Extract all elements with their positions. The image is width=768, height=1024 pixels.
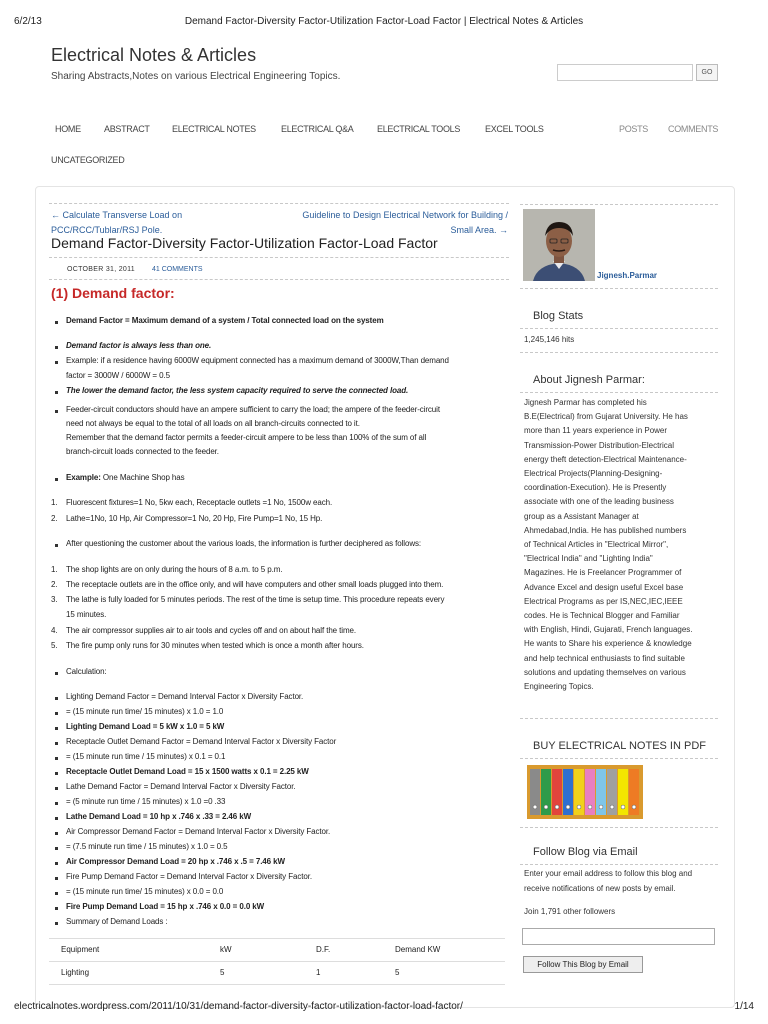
about-line: Ahmedabad,India. He has published numbers — [524, 525, 687, 535]
print-url: electricalnotes.wordpress.com/2011/10/31/demand-factor-diversity-factor-utilization-factor-load-factor/ — [14, 1001, 463, 1012]
example-label: Example: — [66, 473, 101, 482]
bullet — [55, 832, 58, 835]
about-line: Engineering Topics. — [524, 682, 594, 691]
nav-electrical-tools[interactable]: ELECTRICAL TOOLS — [377, 124, 461, 134]
print-title: Demand Factor-Diversity Factor-Utilization Factor-Load Factor | Electrical Notes & Articles — [184, 16, 584, 27]
example-intro-text: One Machine Shop has — [100, 473, 185, 482]
nav-comments[interactable]: COMMENTS — [668, 124, 719, 134]
author-photo — [523, 209, 595, 281]
about-line: and help technical enthusiasts to find suitable — [524, 653, 685, 663]
table-header-cell: D.F. — [316, 945, 331, 954]
calc-line: Receptacle Outlet Demand Factor = Demand Interval Factor x Diversity Factor — [66, 737, 337, 746]
table-header-row — [49, 939, 505, 962]
feeder-text: branch-circuit loads connected to the feeder. — [66, 447, 219, 456]
calc-line: = (15 minute run time / 15 minutes) x 0.1 = 0.1 — [66, 752, 226, 761]
bullet — [55, 907, 58, 910]
divider — [520, 288, 718, 289]
calc-line: Lighting Demand Factor = Demand Interval Factor x Diversity Factor. — [66, 692, 304, 701]
divider — [520, 827, 718, 828]
calculation-label: Calculation: — [66, 667, 107, 676]
divider — [49, 279, 509, 280]
divider — [49, 257, 509, 258]
post-title: Demand Factor-Diversity Factor-Utilization Factor-Load Factor — [51, 235, 438, 251]
email-field[interactable] — [522, 928, 715, 945]
follow-description: receive notifications of new posts by email. — [524, 884, 676, 893]
bullet — [55, 847, 58, 850]
bullet — [55, 862, 58, 865]
info-item: The receptacle outlets are in the office only, and will have computers and other small loads plugged into them. — [66, 580, 444, 589]
about-line: energy theft detection-Electrical Maintenance- — [524, 454, 687, 464]
bullet — [55, 544, 58, 547]
author-name-link[interactable]: Jignesh.Parmar — [597, 271, 658, 280]
post-comments-link[interactable]: 41 COMMENTS — [152, 266, 203, 273]
section-heading: (1) Demand factor: — [51, 285, 175, 301]
nav-electrical-qa[interactable]: ELECTRICAL Q&A — [281, 124, 354, 134]
nav-abstract[interactable]: ABSTRACT — [104, 124, 150, 134]
load-item: Fluorescent fixtures=1 No, 5kw each, Receptacle outlets =1 No, 1500w each. — [66, 498, 333, 507]
binder-ring — [621, 805, 625, 809]
divider — [520, 758, 718, 759]
binder-ring — [577, 805, 581, 809]
follow-blog-button[interactable]: Follow This Blog by Email — [523, 956, 643, 973]
bullet — [55, 391, 58, 394]
calc-line: Fire Pump Demand Factor = Demand Interval Factor x Diversity Factor. — [66, 872, 312, 881]
about-line: "Electrical India" and "Lighting India" — [524, 554, 653, 564]
calc-line: Fire Pump Demand Load = 15 hp x .746 x 0.0 = 0.0 kW — [66, 902, 265, 911]
binder-ring — [566, 805, 570, 809]
binder-ring — [533, 805, 537, 809]
divider — [520, 204, 718, 205]
table-cell: 1 — [316, 968, 321, 977]
calc-line: Summary of Demand Loads : — [66, 917, 168, 926]
calc-line: Receptacle Outlet Demand Load = 15 x 1500 watts x 0.1 = 2.25 kW — [66, 767, 309, 776]
info-item: The fire pump only runs for 30 minutes when tested which is once a month after hours. — [66, 641, 364, 650]
site-title[interactable]: Electrical Notes & Articles — [51, 45, 257, 65]
divider — [49, 203, 509, 204]
about-line: associate with one of the leading business — [524, 497, 674, 507]
post-date[interactable]: OCTOBER 31, 2011 — [67, 266, 135, 273]
calc-line: = (15 minute run time/ 15 minutes) x 0.0 = 0.0 — [66, 887, 224, 896]
table-header-cell: Demand KW — [395, 945, 441, 954]
binder-ring — [610, 805, 614, 809]
questioning-text: After questioning the customer about the various loads, the information is further deciphered as follows: — [66, 539, 422, 548]
feeder-text: Feeder-circuit conductors should have an ampere sufficient to carry the load; the ampere of the feeder-circuit — [66, 405, 440, 414]
load-item: Lathe=1No, 10 Hp, Air Compressor=1 No, 20 Hp, Fire Pump=1 No, 15 Hp. — [66, 514, 323, 523]
example-intro — [66, 472, 185, 484]
list-number: 1. — [51, 565, 58, 574]
follow-blog-heading: Follow Blog via Email — [533, 846, 638, 858]
about-line: solutions and updating themselves on various — [524, 667, 686, 677]
about-heading: About Jignesh Parmar: — [533, 374, 645, 386]
binders-graphic — [527, 765, 643, 819]
divider — [520, 328, 718, 329]
binder-ring — [555, 805, 559, 809]
bullet — [55, 727, 58, 730]
always-less-text: Demand factor is always less than one. — [66, 341, 212, 350]
blog-hits: 1,245,146 hits — [524, 335, 575, 344]
about-line: Electrical Projects(Planning-Designing- — [524, 469, 663, 478]
bullet — [55, 877, 58, 880]
author-avatar[interactable] — [523, 209, 595, 281]
about-line: of Technical Articles in "Electrical Mirror", — [524, 540, 669, 549]
calc-line: Air Compressor Demand Factor = Demand Interval Factor x Diversity Factor. — [66, 827, 331, 836]
bullet — [55, 712, 58, 715]
calc-line: Lathe Demand Load = 10 hp x .746 x .33 = 2.46 kW — [66, 812, 252, 821]
calc-line: = (7.5 minute run time / 15 minutes) x 1.0 = 0.5 — [66, 842, 228, 851]
nav-excel-tools[interactable]: EXCEL TOOLS — [485, 124, 544, 134]
feeder-text: Remember that the demand factor permits a feeder-circuit ampere to be less than 100% of the sum of all — [66, 433, 427, 442]
list-number: 5. — [51, 641, 58, 650]
table-row — [49, 962, 505, 985]
nav-posts[interactable]: POSTS — [619, 124, 649, 134]
bullet — [55, 892, 58, 895]
divider — [520, 392, 718, 393]
feeder-text: need not always be equal to the total of all loads on all branch-circuits connected to it. — [66, 419, 360, 428]
calc-line: Lighting Demand Load = 5 kW x 1.0 = 5 kW — [66, 722, 225, 731]
list-number: 4. — [51, 626, 58, 635]
search-input[interactable] — [557, 64, 693, 81]
info-item: 15 minutes. — [66, 610, 107, 619]
about-line: Electrical Programs as per IS,NEC,IEC,IEEE — [524, 596, 683, 606]
divider — [520, 718, 718, 719]
about-line: B.E(Electrical) from Gujarat University. He has — [524, 412, 688, 422]
list-number: 1. — [51, 498, 58, 507]
print-page-number: 1/14 — [734, 1001, 754, 1012]
about-line: codes. He is Technical Blogger and Familiar — [524, 611, 680, 620]
about-line: He wants to Share his experience & knowledge — [524, 639, 692, 649]
previous-post-link[interactable]: ← Calculate Transverse Load on PCC/RCC/Tublar/RSJ Pole. — [51, 210, 183, 235]
about-line: group as a Assistant Manager at — [524, 511, 639, 521]
bullet — [55, 672, 58, 675]
summary-table — [49, 938, 505, 985]
bullet — [55, 757, 58, 760]
about-line: Magazines. He is Freelancer Programmer of — [524, 568, 682, 578]
table-header-cell: Equipment — [61, 945, 100, 954]
about-line: coordination-Execution). He is Presently — [524, 483, 667, 493]
example-text: Example: if a residence having 6000W equipment connected has a maximum demand of 3000W,Than demand — [66, 356, 449, 365]
print-date: 6/2/13 — [14, 16, 42, 27]
about-line: Advance Excel and design useful Excel base — [524, 582, 684, 592]
calc-line: Lathe Demand Factor = Demand Interval Factor x Diversity Factor. — [66, 782, 296, 791]
table-header-cell: kW — [220, 945, 232, 954]
table-cell: 5 — [395, 968, 400, 977]
nav-home[interactable]: HOME — [55, 124, 81, 134]
binder-ring — [588, 805, 592, 809]
bullet — [55, 361, 58, 364]
divider — [520, 864, 718, 865]
buy-notes-image[interactable] — [527, 765, 643, 819]
binder-ring — [544, 805, 548, 809]
info-item: The air compressor supplies air to air tools and cycles off and on about half the time. — [66, 626, 356, 635]
bullet — [55, 772, 58, 775]
bullet — [55, 817, 58, 820]
table-cell: 5 — [220, 968, 225, 977]
binder-ring — [599, 805, 603, 809]
list-number: 3. — [51, 595, 58, 604]
nav-uncategorized[interactable]: UNCATEGORIZED — [51, 155, 125, 165]
about-line: Transmission-Power Distribution-Electrical — [524, 440, 674, 450]
about-line: Jignesh Parmar has completed his — [524, 398, 647, 407]
search-button[interactable]: GO — [696, 64, 718, 81]
buy-notes-heading: BUY ELECTRICAL NOTES IN PDF — [533, 740, 706, 752]
list-number: 2. — [51, 514, 58, 523]
info-item: The shop lights are on only during the hours of 8 a.m. to 5 p.m. — [66, 565, 283, 574]
calc-line: Air Compressor Demand Load = 20 hp x .746 x .5 = 7.46 kW — [66, 857, 285, 866]
nav-electrical-notes[interactable]: ELECTRICAL NOTES — [172, 124, 256, 134]
binder-ring — [632, 805, 636, 809]
table-cell: Lighting — [61, 968, 90, 977]
site-description: Sharing Abstracts,Notes on various Electrical Engineering Topics. — [51, 71, 341, 82]
followers-count: Join 1,791 other followers — [524, 907, 616, 916]
follow-description: Enter your email address to follow this blog and — [524, 869, 693, 878]
bullet — [55, 922, 58, 925]
about-line: with English, Hindi, Gujarati, French languages. — [524, 625, 693, 635]
bullet — [55, 346, 58, 349]
bullet — [55, 697, 58, 700]
about-line: more than 11 years experience in Power — [524, 426, 668, 436]
bullet — [55, 321, 58, 324]
bullet — [55, 410, 58, 413]
next-post-link[interactable]: Guideline to Design Electrical Network for Building / Small Area. → — [302, 210, 508, 235]
bullet — [55, 478, 58, 481]
lower-df-text: The lower the demand factor, the less system capacity required to serve the connected load. — [66, 386, 409, 395]
blog-stats-heading: Blog Stats — [533, 310, 584, 322]
calc-line: = (5 minute run time / 15 minutes) x 1.0 =0 .33 — [66, 797, 226, 806]
bullet — [55, 802, 58, 805]
definition-text: Demand Factor = Maximum demand of a system / Total connected load on the system — [66, 316, 384, 325]
example-text: factor = 3000W / 6000W = 0.5 — [66, 371, 170, 380]
bullet — [55, 787, 58, 790]
bullet — [55, 742, 58, 745]
calc-line: = (15 minute run time/ 15 minutes) x 1.0 = 1.0 — [66, 707, 224, 716]
info-item: The lathe is fully loaded for 5 minutes periods. The rest of the time is setup time. This procedure repeats every — [66, 595, 445, 604]
divider — [520, 352, 718, 353]
list-number: 2. — [51, 580, 58, 589]
